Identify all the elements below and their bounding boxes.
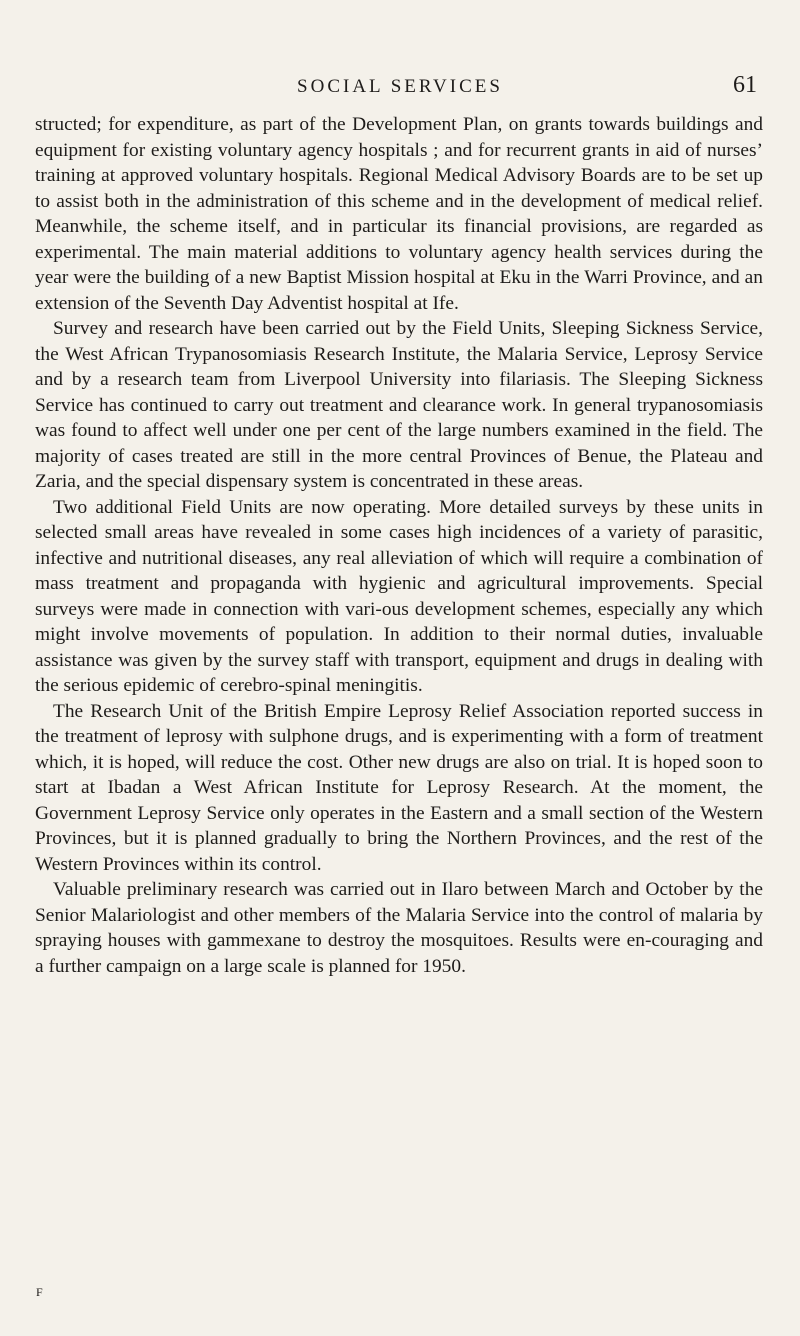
paragraph: Survey and research have been carried out by the Field Units, Sleeping Sickness Service, the West African Trypanosomiasis Research Institute, the Malaria Service, Leprosy Service and by a research team from Liverpool University into filariasis. The Sleeping Sickness Service has continued to carry out treatment and clearance work. In general trypanosomiasis was found to affect well under one per cent of the large numbers examined in the field. The majority of cases treated are still in the more central Provinces of Benue, the Plateau and Zaria, and the special dispensary system is concentrated in these areas. — [35, 318, 763, 492]
paragraph: Valuable preliminary research was carried out in Ilaro between March and October by the Senior Malariologist and other members of the Malaria Service into the control of malaria by spraying houses with gammexane to destroy the mosquitoes. Results were en-couraging and a further campaign on a large scale is planned for 1950. — [35, 879, 763, 977]
paragraph: Two additional Field Units are now operating. More detailed surveys by these units in selected small areas have revealed in some cases high incidences of a variety of parasitic, infective and nutritional diseases, any real alleviation of which will require a combination of mass treatment and propaganda with hygienic and agricultural improvements. Special surveys were made in connection with vari-ous development schemes, especially any which might involve movements of population. In addition to their normal duties, invaluable assistance was given by the survey staff with transport, equipment and drugs in dealing with the serious epidemic of cerebro-spinal meningitis. — [35, 496, 763, 696]
paragraph: structed; for expenditure, as part of the Development Plan, on grants towards buildings and equipment for existing voluntary agency hospitals ; and for recurrent grants in aid of nurses’ training at approved voluntary hospitals. Regional Medical Advisory Boards are to be set up to assist both in the administration of this scheme and in the development of medical relief. Meanwhile, the scheme itself, and in particular its financial provisions, are regarded as experimental. The main material additions to voluntary agency health services during the year were the building of a new Baptist Mission hospital at Eku in the Warri Province, and an extension of the Seventh Day Adventist hospital at Ife. — [35, 114, 763, 314]
page-header — [0, 72, 800, 102]
paragraph: The Research Unit of the British Empire Leprosy Relief Association reported success in the treatment of leprosy with sulphone drugs, and is experimenting with a form of treatment which, it is hoped, will reduce the cost. Other new drugs are also on trial. It is hoped soon to start at Ibadan a West African Institute for Leprosy Research. At the moment, the Government Leprosy Service only operates in the Eastern and a small section of the Western Provinces, but it is planned gradually to bring the Northern Provinces, and the rest of the Western Provinces within its control. — [35, 700, 763, 875]
page-number: 61 — [733, 72, 757, 98]
body-text — [35, 112, 763, 979]
signature-mark: F — [36, 1285, 43, 1299]
running-head: SOCIAL SERVICES — [297, 76, 503, 97]
